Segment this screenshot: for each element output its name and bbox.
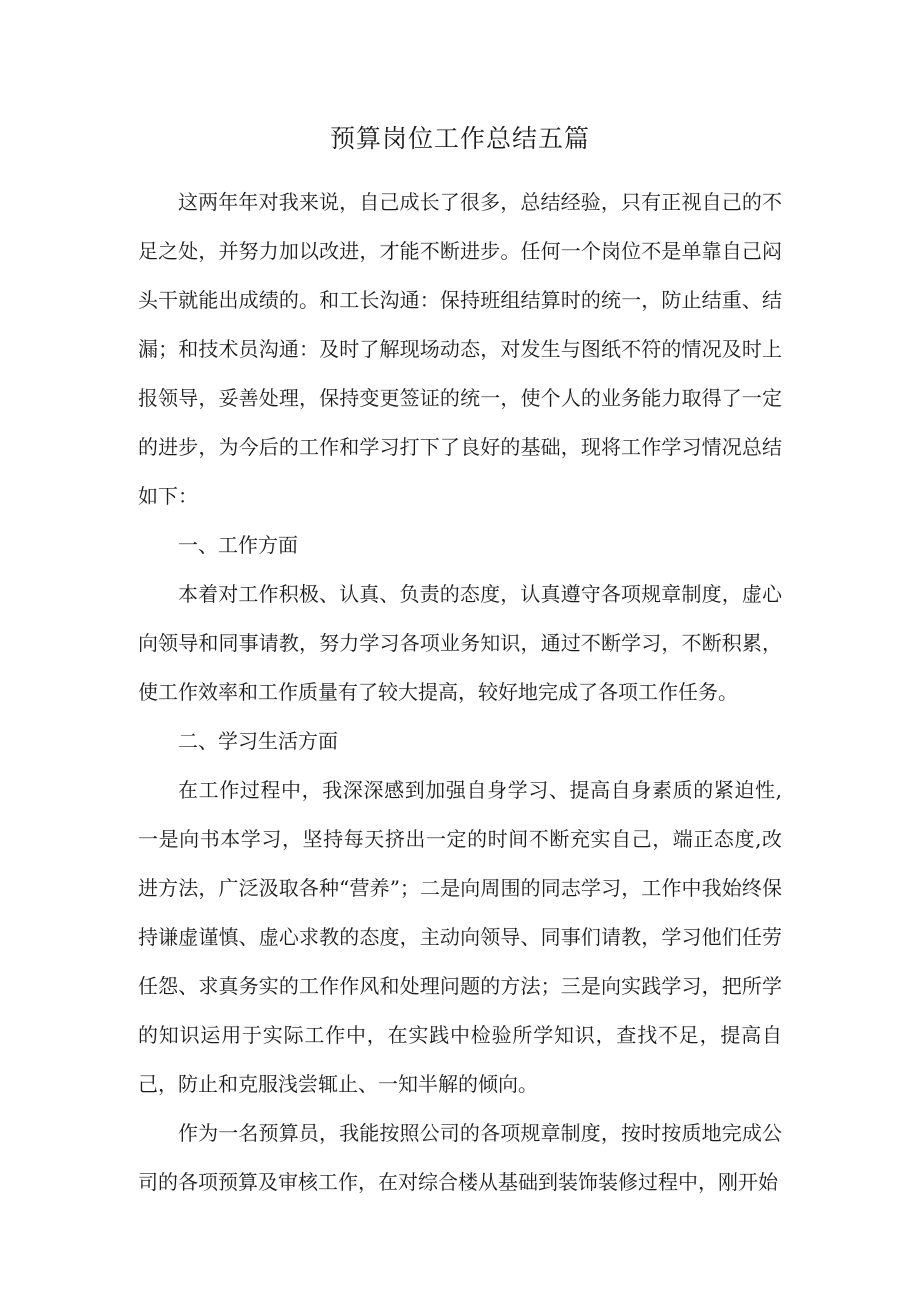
paragraph-intro: 这两年年对我来说，自己成长了很多，总结经验，只有正视自己的不足之处，并努力加以改进，才能不断进步。任何一个岗位不是单靠自己闷头干就能出成绩的。和工长沟通：保持班组结算时的统一，防止结重、结漏；和技术员沟通：及时了解现场动态，对发生与图纸不符的情况及时上报领导，妥善处理，保持变更签证的统一，使个人的业务能力取得了一定的进步，为今后的工作和学习打下了良好的基础，现将工作学习情况总结如下： xyxy=(138,190,782,508)
paragraph-budget-role: 作为一名预算员，我能按照公司的各项规章制度，按时按质地完成公司的各项预算及审核工作，在对综合楼从基础到装饰装修过程中，刚开始 xyxy=(138,1121,782,1194)
paragraph-work: 本着对工作积极、认真、负责的态度，认真遵守各项规章制度，虚心向领导和同事请教，努力学习各项业务知识，通过不断学习，不断积累，使工作效率和工作质量有了较大提高，较好地完成了各项工作任务。 xyxy=(138,582,782,704)
section-heading-work: 一、工作方面 xyxy=(178,533,298,557)
document-title: 预算岗位工作总结五篇 xyxy=(329,124,590,153)
section-heading-study: 二、学习生活方面 xyxy=(178,729,338,753)
paragraph-study: 在工作过程中，我深深感到加强自身学习、提高自身素质的紧迫性,一是向书本学习，坚持每天挤出一定的时间不断充实自己，端正态度,改进方法，广泛汲取各种“营养”；二是向周围的同志学习，工作中我始终保持谦虚谨慎、虚心求教的态度，主动向领导、同事们请教，学习他们任劳任怨、求真务实的工作作风和处理问题的方法；三是向实践学习，把所学的知识运用于实际工作中，在实践中检验所学知识，查找不足，提高自己，防止和克服浅尝辄止、一知半解的倾向。 xyxy=(138,778,782,1096)
